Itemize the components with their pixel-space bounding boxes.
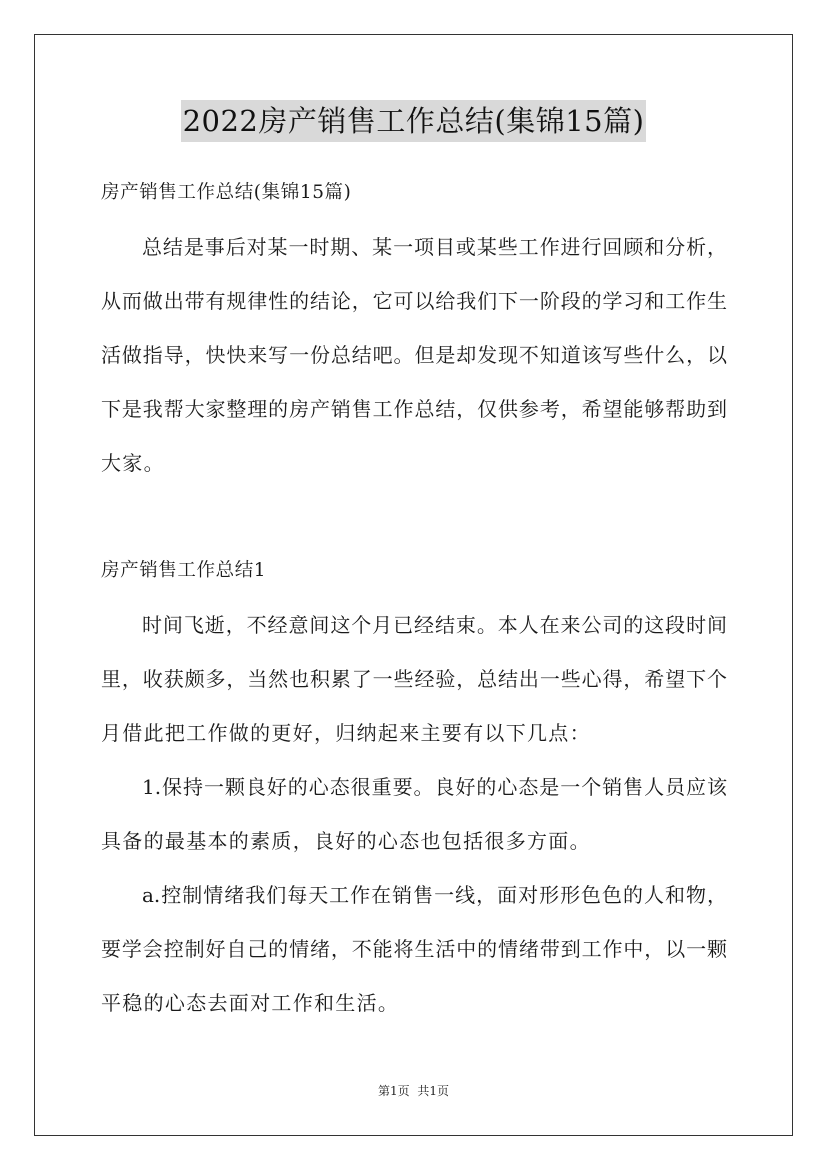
paragraph-line: 平稳的心态去面对工作和生活。	[101, 991, 400, 1015]
paragraph-line: 要学会控制好自己的情绪，不能将生活中的情绪带到工作中，以一颗	[101, 937, 727, 961]
intro-line: 下是我帮大家整理的房产销售工作总结，仅供参考，希望能够帮助到	[101, 397, 727, 421]
title-wrapper	[0, 100, 827, 142]
intro-line: 大家。	[101, 451, 165, 475]
paragraph-line: 1.保持一颗良好的心态很重要。良好的心态是一个销售人员应该	[142, 775, 727, 799]
page-total: 共1页	[417, 1084, 450, 1098]
document-subtitle: 房产销售工作总结(集锦15篇)	[101, 182, 352, 203]
paragraph-line: 月借此把工作做的更好，归纳起来主要有以下几点：	[101, 721, 591, 745]
paragraph-line: 里，收获颇多，当然也积累了一些经验，总结出一些心得，希望下个	[101, 667, 727, 691]
paragraph-line: 具备的最基本的素质，良好的心态也包括很多方面。	[101, 829, 591, 853]
paragraph-line: a.控制情绪我们每天工作在销售一线，面对形形色色的人和物，	[142, 883, 727, 907]
intro-line: 活做指导，快快来写一份总结吧。但是却发现不知道该写些什么，以	[101, 343, 727, 367]
paragraph-line: 时间飞逝，不经意间这个月已经结束。本人在来公司的这段时间	[142, 613, 727, 637]
document-title: 2022房产销售工作总结(集锦15篇)	[181, 100, 647, 142]
intro-line: 从而做出带有规律性的结论，它可以给我们下一阶段的学习和工作生	[101, 289, 727, 313]
intro-line: 总结是事后对某一时期、某一项目或某些工作进行回顾和分析，	[142, 235, 727, 259]
page-number: 第1页	[377, 1084, 410, 1098]
section-heading: 房产销售工作总结1	[101, 560, 267, 581]
page-footer	[0, 1082, 827, 1099]
